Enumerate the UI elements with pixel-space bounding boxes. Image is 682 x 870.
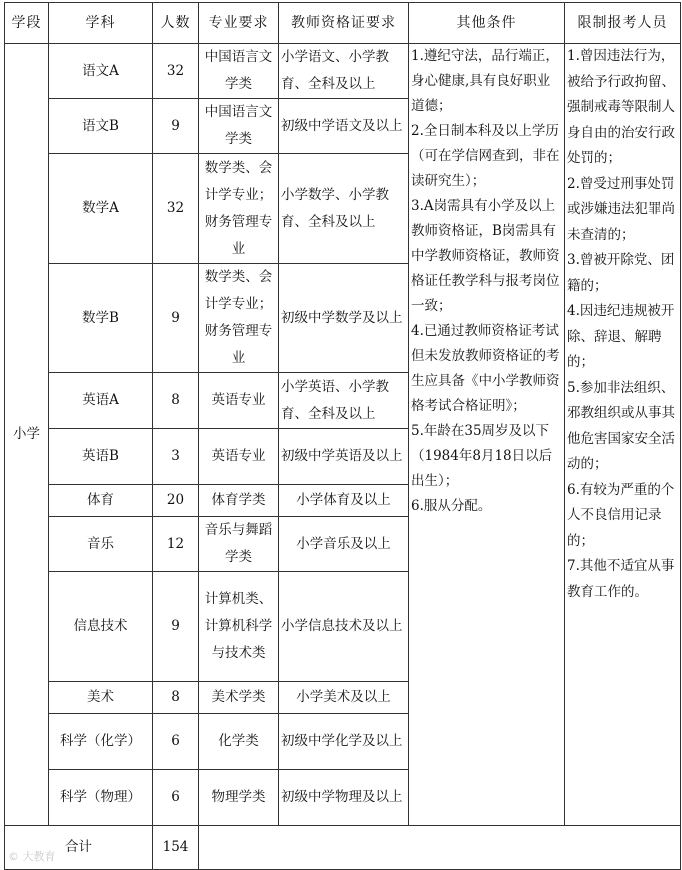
subject-cell: 英语A xyxy=(49,373,153,429)
cert-cell: 初级中学英语及以上 xyxy=(279,429,409,485)
restriction-item: 3.曾被开除党、团籍的； xyxy=(567,252,675,294)
header-other: 其他条件 xyxy=(409,3,565,44)
major-cell: 中国语言文学类 xyxy=(199,99,279,154)
count-cell: 8 xyxy=(153,373,199,429)
subject-cell: 信息技术 xyxy=(49,572,153,682)
total-row xyxy=(5,826,681,870)
header-subject: 学科 xyxy=(49,3,153,44)
count-cell: 32 xyxy=(153,154,199,264)
recruitment-table xyxy=(4,2,681,870)
major-cell: 数学类、会计学专业；财务管理专业 xyxy=(199,154,279,264)
count-cell: 32 xyxy=(153,44,199,99)
cert-cell: 小学信息技术及以上 xyxy=(279,572,409,682)
count-cell: 3 xyxy=(153,429,199,485)
major-cell: 美术学类 xyxy=(199,682,279,714)
subject-cell: 语文A xyxy=(49,44,153,99)
cert-cell: 初级中学数学及以上 xyxy=(279,264,409,373)
major-cell: 化学类 xyxy=(199,714,279,770)
major-cell: 数学类、会计学专业；财务管理专业 xyxy=(199,264,279,373)
count-cell: 6 xyxy=(153,714,199,770)
header-major: 专业要求 xyxy=(199,3,279,44)
total-empty-cell xyxy=(199,826,681,870)
restrictions-cell xyxy=(565,44,681,826)
count-cell: 6 xyxy=(153,770,199,826)
subject-cell: 数学A xyxy=(49,154,153,264)
subject-cell: 音乐 xyxy=(49,517,153,572)
header-restrict: 限制报考人员 xyxy=(565,3,681,44)
condition-item: 6.服从分配。 xyxy=(411,498,492,514)
header-cert: 教师资格证要求 xyxy=(279,3,409,44)
major-cell: 中国语言文学类 xyxy=(199,44,279,99)
major-cell: 计算机类、计算机科学与技术类 xyxy=(199,572,279,682)
total-label: 合计 xyxy=(5,826,153,870)
cert-cell: 小学语文、小学教育、全科及以上 xyxy=(279,44,409,99)
condition-item: 3.A岗需具有小学及以上教师资格证，B岗需具有中学教师资格证，教师资格证任教学科与报考岗位一致； xyxy=(411,198,560,314)
subject-cell: 数学B xyxy=(49,264,153,373)
condition-item: 1.遵纪守法，品行端正，身心健康,具有良好职业道德； xyxy=(411,48,559,114)
count-cell: 20 xyxy=(153,485,199,517)
major-cell: 物理学类 xyxy=(199,770,279,826)
cert-cell: 小学英语、小学教育、全科及以上 xyxy=(279,373,409,429)
count-cell: 9 xyxy=(153,264,199,373)
subject-cell: 语文B xyxy=(49,99,153,154)
restriction-item: 1.曾因违法行为，被给予行政拘留、强制戒毒等限制人身自由的治安行政处罚的； xyxy=(567,48,675,166)
restriction-item: 4.因违纪违规被开除、辞退、解聘的； xyxy=(567,303,675,370)
count-cell: 12 xyxy=(153,517,199,572)
subject-cell: 美术 xyxy=(49,682,153,714)
cert-cell: 初级中学语文及以上 xyxy=(279,99,409,154)
restriction-item: 2.曾受过刑事处罚或涉嫌违法犯罪尚未查清的； xyxy=(567,175,675,243)
count-cell: 9 xyxy=(153,99,199,154)
cert-cell: 初级中学化学及以上 xyxy=(279,714,409,770)
header-stage: 学段 xyxy=(5,3,49,44)
major-cell: 体育学类 xyxy=(199,485,279,517)
major-cell: 英语专业 xyxy=(199,373,279,429)
total-count: 154 xyxy=(153,826,199,870)
condition-item: 5.年龄在35周岁及以下（1984年8月18日以后出生）； xyxy=(411,423,553,489)
stage-cell: 小学 xyxy=(5,44,49,826)
restriction-item: 5.参加非法组织、邪教组织或从事其他危害国家安全活动的； xyxy=(567,379,675,472)
subject-cell: 科学（化学） xyxy=(49,714,153,770)
cert-cell: 小学数学、小学教育、全科及以上 xyxy=(279,154,409,264)
condition-item: 2.全日制本科及以上学历（可在学信网查到，非在读研究生）； xyxy=(411,123,560,189)
subject-cell: 体育 xyxy=(49,485,153,517)
restriction-item: 7.其他不适宜从事教育工作的。 xyxy=(567,558,675,600)
other-conditions-cell xyxy=(409,44,565,826)
major-cell: 英语专业 xyxy=(199,429,279,485)
count-cell: 9 xyxy=(153,572,199,682)
header-row xyxy=(5,3,681,44)
condition-item: 4.已通过教师资格证考试但未发放教师资格证的考生应具备《中小学教师资格考试合格证明》； xyxy=(411,323,560,414)
subject-cell: 英语B xyxy=(49,429,153,485)
cert-cell: 小学音乐及以上 xyxy=(279,517,409,572)
cert-cell: 小学体育及以上 xyxy=(279,485,409,517)
count-cell: 8 xyxy=(153,682,199,714)
subject-cell: 科学（物理） xyxy=(49,770,153,826)
cert-cell: 小学美术及以上 xyxy=(279,682,409,714)
restriction-item: 6.有较为严重的个人不良信用记录的； xyxy=(567,481,675,549)
header-count: 人数 xyxy=(153,3,199,44)
cert-cell: 初级中学物理及以上 xyxy=(279,770,409,826)
watermark: © 大教育 xyxy=(8,850,56,863)
table-row xyxy=(5,44,681,99)
major-cell: 音乐与舞蹈学类 xyxy=(199,517,279,572)
